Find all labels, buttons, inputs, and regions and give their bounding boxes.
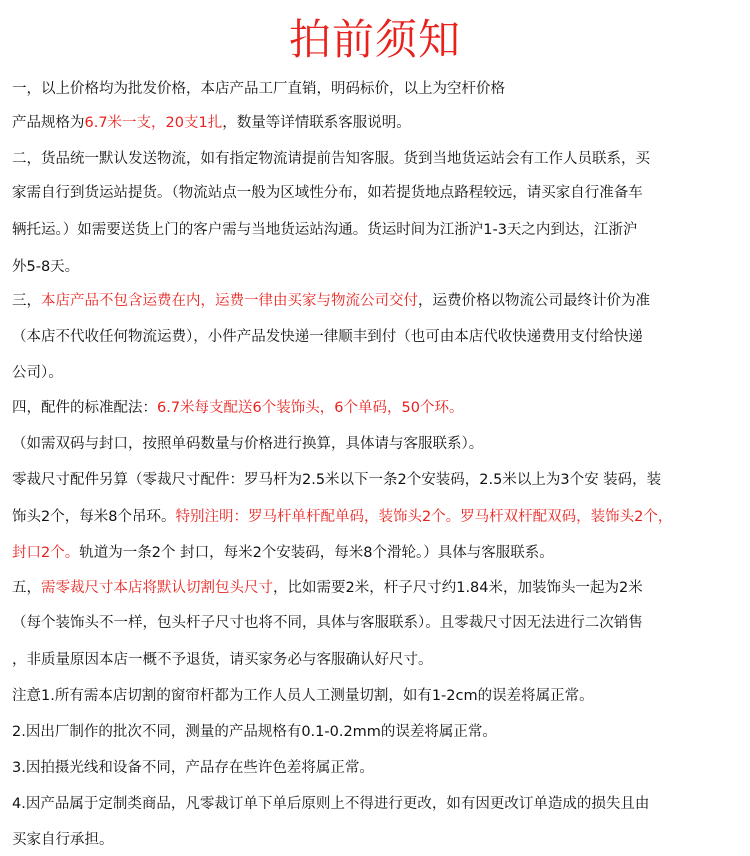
notice-text: ，数量等详情联系客服说明。 [222,115,411,131]
notice-text: （本店不代收任何物流运费），小件产品发快递一律顺丰到付（也可由本店代收快递费用支付给快递 [12,329,643,345]
notice-text: 3.因拍摄光线和设备不同，产品存在些许色差将属正常。 [12,760,374,776]
highlighted-text: 6.7米每支配送6个装饰头，6个单码，50个环。 [157,400,464,416]
notice-text: 产品规格为 [12,115,85,131]
notice-line [12,398,746,418]
notice-line [12,507,746,527]
notice-line [12,543,746,563]
notice-text: （如需双码与封口，按照单码数量与价格进行换算，具体请与客服联系）。 [12,436,484,452]
highlighted-text: 本店产品不包含运费在内，运费一律由买家与物流公司交付 [41,293,418,309]
notice-text: 二，货品统一默认发送物流，如有指定物流请提前告知客服。货到当地货运站会有工作人员联系，买 [12,151,650,167]
notice-text: 家需自行到货运站提货。（物流站点一般为区域性分布，如若提货地点路程较远，请买家自行准备车 [12,185,643,201]
notice-text: 轨道为一条2个 封口，每米2个安装码，每米8个滑轮。）具体与客服联系。 [79,545,554,561]
highlighted-text: 6.7米一支，20支1扎 [84,115,223,131]
notice-line [12,183,746,203]
notice-text: 注意1.所有需本店切割的窗帘杆都为工作人员人工测量切割，如有1-2cm的误差将属正常。 [12,688,594,704]
notice-line [12,650,746,670]
notice-line [12,113,746,133]
notice-line [12,291,746,311]
notice-text: 4.因产品属于定制类商品，凡零裁订单下单后原则上不得进行更改，如有因更改订单造成的损失且由 [12,796,650,812]
highlighted-text: 需零裁尺寸本店将默认切割包头尺寸 [41,580,273,596]
notice-text: 买家自行承担。 [12,832,114,848]
notice-line [12,686,746,706]
notice-text: 公司）。 [12,365,63,381]
highlighted-text: 封口2个。 [12,545,80,561]
notice-line [12,578,746,598]
notice-line [12,220,746,240]
notice-text: 2.因出厂制作的批次不同，测量的产品规格有0.1-0.2mm的误差将属正常。 [12,724,497,740]
notice-text: ，运费价格以物流公司最终计价为准 [418,293,650,309]
notice-line [12,257,746,277]
notice-text: 饰头2个，每米8个吊环。 [12,509,176,525]
page-title: 拍前须知 [288,15,461,64]
notice-text: 一，以上价格均为批发价格，本店产品工厂直销，明码标价，以上为空杆价格 [12,81,505,97]
notice-line [12,149,746,169]
notice-line [12,613,746,633]
notice-line [12,722,746,742]
notice-line [12,434,746,454]
notice-text: 四，配件的标准配法： [12,400,157,416]
notice-text: ，非质量原因本店一概不予退货，请买家务必与客服确认好尺寸。 [12,652,433,668]
notice-line [12,363,746,383]
notice-text: 辆托运。）如需要送货上门的客户需与当地货运站沟通。货运时间为江浙沪1-3天之内到达，江浙沪 [12,222,638,238]
notice-line [12,830,746,850]
notice-line [12,758,746,778]
notice-text: （每个装饰头不一样，包头杆子尺寸也将不同，具体与客服联系）。且零裁尺寸因无法进行二次销售 [12,615,643,631]
notice-line [12,470,746,490]
notice-text: 三， [12,293,41,309]
notice-text: 五， [12,580,41,596]
notice-line [12,79,746,99]
notice-text: 外5-8天。 [12,259,80,275]
notice-text: ，比如需要2米，杆子尺寸约1.84米，加装饰头一起为2米 [273,580,643,596]
notice-text: 零裁尺寸配件另算（零裁尺寸配件：罗马杆为2.5米以下一条2个安装码，2.5米以上为3个安 装码，装 [12,472,662,488]
highlighted-text: 特别注明：罗马杆单杆配单码，装饰头2个。罗马杆双杆配双码，装饰头2个， [175,509,673,525]
notice-line [12,794,746,814]
notice-line [12,327,746,347]
